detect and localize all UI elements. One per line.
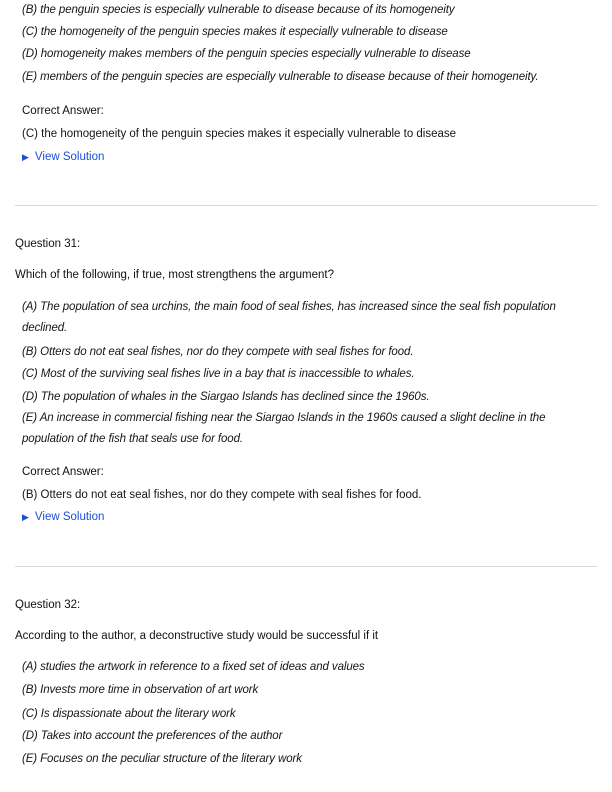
q32-option-b: (B) Invests more time in observation of art work bbox=[22, 684, 259, 696]
q32-option-d: (D) Takes into account the preferences of the author bbox=[22, 730, 283, 742]
q31-question-text: Which of the following, if true, most strengthens the argument? bbox=[15, 269, 334, 281]
q30-option-c: (C) the homogeneity of the penguin species makes it especially vulnerable to disease bbox=[22, 26, 448, 38]
q31-correct-answer-text: (B) Otters do not eat seal fishes, nor do they compete with seal fishes for food. bbox=[22, 489, 422, 501]
q30-option-b: (B) the penguin species is especially vulnerable to disease because of its homogeneity bbox=[22, 4, 455, 16]
q32-option-c: (C) Is dispassionate about the literary work bbox=[22, 708, 236, 720]
q30-option-d: (D) homogeneity makes members of the penguin species especially vulnerable to disease bbox=[22, 48, 471, 60]
expand-triangle-icon: ▶ bbox=[22, 512, 29, 522]
q31-option-d: (D) The population of whales in the Siargao Islands has declined since the 1960s. bbox=[22, 391, 430, 403]
q30-view-solution-link[interactable] bbox=[22, 151, 104, 163]
q31-option-a: (A) The population of sea urchins, the main food of seal fishes, has increased since the seal fish population declined. bbox=[22, 301, 556, 334]
q30-correct-answer-text: (C) the homogeneity of the penguin species makes it especially vulnerable to disease bbox=[22, 128, 457, 140]
q30-view-solution-label: View Solution bbox=[34, 151, 105, 163]
q32-option-e: (E) Focuses on the peculiar structure of the literary work bbox=[22, 753, 302, 765]
q32-option-a: (A) studies the artwork in reference to a fixed set of ideas and values bbox=[22, 661, 365, 673]
q31-view-solution-link[interactable] bbox=[22, 511, 104, 523]
q31-option-b: (B) Otters do not eat seal fishes, nor do they compete with seal fishes for food. bbox=[22, 346, 414, 358]
q30-correct-answer-label: Correct Answer: bbox=[22, 105, 104, 117]
q31-number: Question 31: bbox=[15, 238, 81, 250]
q32-question-text: According to the author, a deconstructive study would be successful if it bbox=[15, 630, 379, 642]
q32-number: Question 32: bbox=[15, 599, 81, 611]
q31-correct-answer-label: Correct Answer: bbox=[22, 466, 104, 478]
q31-option-e: (E) An increase in commercial fishing near the Siargao Islands in the 1960s caused a slight decline in the population of the fish that seals use for food. bbox=[22, 412, 546, 445]
q31-option-c: (C) Most of the surviving seal fishes live in a bay that is inaccessible to whales. bbox=[22, 368, 415, 380]
expand-triangle-icon: ▶ bbox=[22, 152, 29, 162]
section-divider bbox=[15, 205, 597, 206]
q30-option-e: (E) members of the penguin species are especially vulnerable to disease because of their homogeneity. bbox=[22, 71, 539, 83]
q31-view-solution-label: View Solution bbox=[34, 511, 105, 523]
section-divider bbox=[15, 566, 597, 567]
